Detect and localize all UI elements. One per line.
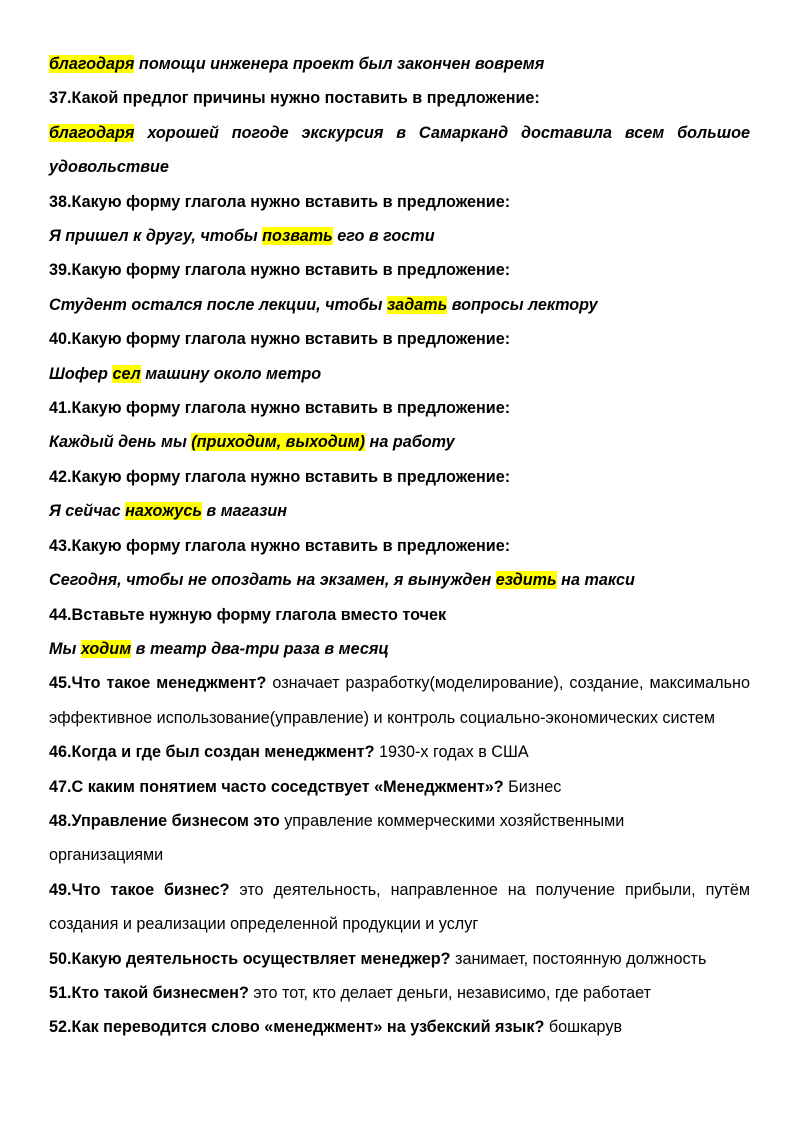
question-text: 51.Кто такой бизнесмен?	[49, 983, 249, 1002]
sentence-text: Я сейчас	[49, 502, 126, 521]
sentence-text: хорошей погоде экскурсия в Самарканд доставила всем большое удовольствие	[49, 123, 750, 177]
sentence-text: Шофер	[49, 364, 113, 383]
answer-line-40	[49, 357, 750, 391]
answer-line-38	[49, 219, 750, 253]
qa-49	[49, 873, 750, 942]
sentence-text: в магазин	[201, 502, 288, 521]
highlighted-answer: сел	[112, 364, 141, 383]
answer-line-44	[49, 632, 750, 666]
sentence-text: Я пришел к другу, чтобы	[49, 227, 263, 246]
answer-line-42	[49, 494, 750, 528]
answer-text: означает разработку(моделирование), создание, максимально эффективное использование(управление) и контроль социально-экономических систем	[49, 674, 751, 727]
qa-46	[49, 735, 750, 769]
question-text: 45.Что такое менеджмент?	[49, 674, 267, 693]
qa-47	[49, 770, 750, 804]
question-37: 37.Какой предлог причины нужно поставить в предложение:	[49, 89, 540, 108]
qa-45	[49, 666, 750, 735]
highlighted-answer: ездить	[495, 571, 557, 590]
sentence-text: Каждый день мы	[49, 433, 192, 452]
answer-text: бошкарув	[544, 1018, 623, 1037]
answer-text: 1930-х годах в США	[374, 743, 529, 762]
sentence-text: Студент остался после лекции, чтобы	[49, 295, 388, 314]
question-44: 44.Вставьте нужную форму глагола вместо точек	[49, 605, 447, 624]
highlighted-answer: благодаря	[49, 55, 135, 73]
answer-text: это тот, кто делает деньги, независимо, где работает	[248, 983, 652, 1002]
question-38: 38.Какую форму глагола нужно вставить в предложение:	[49, 192, 511, 211]
question-41: 41.Какую форму глагола нужно вставить в предложение:	[49, 399, 511, 418]
highlighted-answer: нахожусь	[125, 502, 202, 521]
sentence-text: Сегодня, чтобы не опоздать на экзамен, я вынужден	[49, 571, 496, 590]
question-40: 40.Какую форму глагола нужно вставить в предложение:	[49, 330, 511, 349]
question-text: 52.Как переводится слово «менеджмент» на узбекский язык?	[49, 1018, 545, 1037]
sentence-text: машину около метро	[140, 364, 322, 383]
answer-line-41	[49, 425, 750, 459]
sentence-text: в театр два-три раза в месяц	[131, 639, 389, 658]
qa-51	[49, 976, 750, 1010]
answer-text: занимает, постоянную должность	[450, 949, 707, 968]
question-39: 39.Какую форму глагола нужно вставить в предложение:	[49, 261, 511, 280]
sentence-text: помощи инженера проект был закончен вовремя	[134, 55, 545, 73]
sentence-text: на работу	[365, 433, 455, 452]
question-text: 47.С каким понятием часто соседствует «Менеджмент»?	[49, 777, 504, 796]
sentence-text: Мы	[49, 639, 81, 658]
answer-text: это деятельность, направленное на получение прибыли, путём создания и реализации определенной продукции и услуг	[49, 880, 750, 934]
sentence-text: вопросы лектору	[447, 295, 598, 314]
answer-text: управление коммерческими хозяйственными организациями	[49, 811, 625, 865]
qa-52	[49, 1010, 750, 1044]
question-text: 46.Когда и где был создан менеджмент?	[49, 743, 375, 762]
highlighted-answer: задать	[387, 295, 448, 314]
answer-line-36	[49, 47, 750, 81]
highlighted-answer: благодаря	[49, 123, 135, 142]
answer-line-39	[49, 288, 750, 322]
question-42: 42.Какую форму глагола нужно вставить в предложение:	[49, 467, 511, 486]
question-text: 48.Управление бизнесом это	[49, 811, 280, 830]
question-43: 43.Какую форму глагола нужно вставить в предложение:	[49, 536, 511, 555]
question-text: 49.Что такое бизнес?	[49, 880, 230, 899]
answer-line-37	[49, 116, 750, 185]
sentence-text: его в гости	[332, 227, 435, 246]
question-text: 50.Какую деятельность осуществляет менеджер?	[49, 949, 451, 968]
highlighted-answer: ходим	[80, 639, 132, 658]
highlighted-answer: позвать	[262, 227, 333, 246]
answer-line-43	[49, 563, 750, 597]
qa-50	[49, 942, 750, 976]
sentence-text: на такси	[556, 571, 635, 590]
answer-text: Бизнес	[503, 777, 562, 796]
qa-48	[49, 804, 750, 873]
highlighted-answer: (приходим, выходим)	[191, 433, 366, 452]
